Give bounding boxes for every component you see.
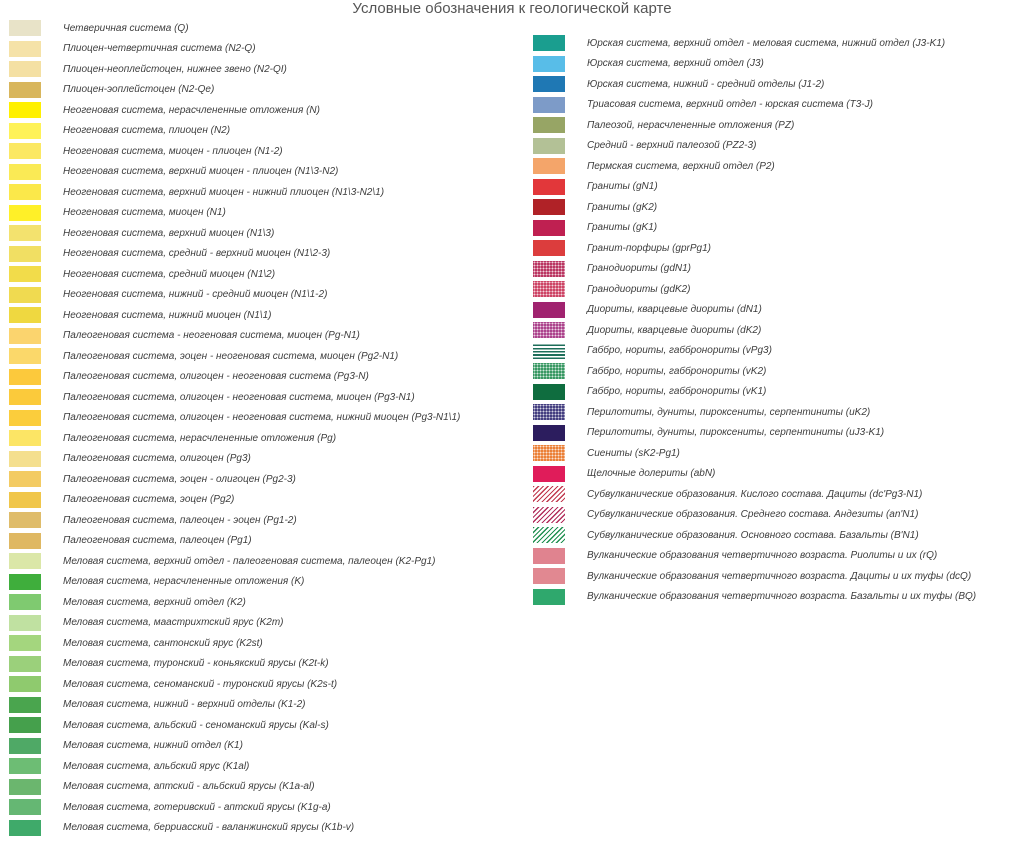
- legend-swatch: [9, 758, 41, 774]
- legend-label: Гранит-порфиры (gprPg1): [587, 242, 711, 254]
- legend-item: [533, 300, 976, 321]
- legend-item: [533, 33, 976, 54]
- legend-item: [9, 449, 460, 470]
- legend-item: [9, 203, 460, 224]
- legend-swatch: [533, 343, 565, 359]
- legend-item: [9, 756, 460, 777]
- legend-item: [9, 346, 460, 367]
- legend-swatch: [9, 348, 41, 364]
- legend-swatch: [533, 527, 565, 543]
- legend-label: Юрская система, верхний отдел - меловая система, нижний отдел (J3-K1): [587, 37, 946, 49]
- legend-swatch: [9, 553, 41, 569]
- legend-label: Габбро, нориты, габбронориты (vK2): [587, 365, 767, 377]
- legend-item: [9, 59, 460, 80]
- legend-label: Пермская система, верхний отдел (P2): [587, 160, 775, 172]
- legend-item: [533, 136, 976, 157]
- legend-swatch: [9, 717, 41, 733]
- legend-item: [9, 244, 460, 265]
- legend-item: [9, 121, 460, 142]
- legend-item: [533, 361, 976, 382]
- legend-label: Сиениты (sK2-Pg1): [587, 447, 680, 459]
- legend-item: [9, 39, 460, 60]
- legend-label: Вулканические образования четвертичного возраста. Базальты и их туфы (BQ): [587, 591, 977, 603]
- legend-item: [533, 566, 976, 587]
- legend-swatch: [9, 20, 41, 36]
- legend-swatch: [533, 138, 565, 154]
- legend-item: [9, 818, 460, 839]
- legend-item: [9, 469, 460, 490]
- legend-swatch: [533, 384, 565, 400]
- legend-label: Меловая система, туронский - коньякский ярусы (K2t-k): [63, 658, 329, 670]
- legend-label: Плиоцен-четвертичная система (N2-Q): [63, 43, 256, 55]
- legend-label: Меловая система, нижний отдел (K1): [63, 740, 243, 752]
- legend-label: Габбро, нориты, габбронориты (vK1): [587, 386, 767, 398]
- legend-item: [533, 525, 976, 546]
- legend-label: Плиоцен-эоплейстоцен (N2-Qe): [63, 84, 215, 96]
- legend-item: [9, 490, 460, 511]
- legend-item: [533, 382, 976, 403]
- legend-swatch: [533, 240, 565, 256]
- legend-swatch: [9, 492, 41, 508]
- legend-swatch: [533, 97, 565, 113]
- legend-label: Меловая система, аптский - альбский ярусы (K1a-al): [63, 781, 315, 793]
- legend-label: Палеогеновая система - неогеновая система, миоцен (Pg-N1): [63, 330, 360, 342]
- legend-swatch: [9, 164, 41, 180]
- legend-label: Триасовая система, верхний отдел - юрская система (T3-J): [587, 99, 873, 111]
- legend-label: Палеогеновая система, нерасчлененные отложения (Pg): [63, 432, 337, 444]
- legend-label: Палеогеновая система, эоцен - неогеновая система, миоцен (Pg2-N1): [63, 350, 399, 362]
- legend-label: Меловая система, альбский ярус (K1al): [63, 760, 250, 772]
- legend-label: Перилотиты, дуниты, пироксениты, серпентиниты (uK2): [587, 406, 871, 418]
- legend-swatch: [533, 425, 565, 441]
- legend-swatch: [9, 246, 41, 262]
- legend-label: Меловая система, маастрихтский ярус (K2m): [63, 617, 284, 629]
- legend-label: Юрская система, верхний отдел (J3): [587, 58, 764, 70]
- legend-item: [9, 264, 460, 285]
- legend-swatch: [533, 486, 565, 502]
- legend-item: [533, 218, 976, 239]
- legend-item: [9, 654, 460, 675]
- legend-item: [9, 387, 460, 408]
- legend-label: Четверичная система (Q): [63, 22, 189, 34]
- legend-swatch: [9, 184, 41, 200]
- legend-label: Неогеновая система, верхний миоцен - плиоцен (N1\3-N2): [63, 166, 339, 178]
- legend-label: Меловая система, сеноманский - туронский ярусы (K2s-t): [63, 678, 338, 690]
- legend-swatch: [533, 589, 565, 605]
- legend-label: Габбро, нориты, габбронориты (vPg3): [587, 345, 772, 357]
- legend-item: [9, 162, 460, 183]
- legend-label: Гранодиориты (gdN1): [587, 263, 691, 275]
- legend-label: Юрская система, нижний - средний отделы (J1-2): [587, 78, 825, 90]
- legend-item: [9, 326, 460, 347]
- legend-item: [9, 285, 460, 306]
- legend-label: Меловая система, готеривский - аптский ярусы (K1g-a): [63, 801, 331, 813]
- legend-item: [9, 100, 460, 121]
- legend-swatch: [533, 179, 565, 195]
- legend-item: [533, 115, 976, 136]
- legend-label: Неогеновая система, плиоцен (N2): [63, 125, 231, 137]
- legend-item: [533, 54, 976, 75]
- legend-item: [533, 74, 976, 95]
- legend-item: [533, 177, 976, 198]
- legend-item: [9, 531, 460, 552]
- legend-item: [9, 551, 460, 572]
- legend-item: [533, 443, 976, 464]
- legend-item: [533, 238, 976, 259]
- legend-swatch: [9, 738, 41, 754]
- legend-item: [9, 674, 460, 695]
- legend-item: [9, 367, 460, 388]
- legend-label: Неогеновая система, миоцен (N1): [63, 207, 226, 219]
- legend-label: Неогеновая система, нижний миоцен (N1\1): [63, 309, 272, 321]
- legend-swatch: [533, 220, 565, 236]
- legend-label: Неогеновая система, средний миоцен (N1\2): [63, 268, 276, 280]
- legend-swatch: [9, 205, 41, 221]
- legend-label: Палеогеновая система, палеоцен - эоцен (Pg1-2): [63, 514, 297, 526]
- legend-item: [9, 592, 460, 613]
- legend-item: [533, 402, 976, 423]
- legend-label: Палеогеновая система, олигоцен (Pg3): [63, 453, 251, 465]
- legend-item: [9, 223, 460, 244]
- legend-swatch: [9, 102, 41, 118]
- legend-item: [533, 587, 976, 608]
- legend-label: Граниты (gK1): [587, 222, 658, 234]
- legend-label: Перилотиты, дуниты, пироксениты, серпентиниты (uJ3-K1): [587, 427, 885, 439]
- legend-label: Меловая система, верхний отдел (K2): [63, 596, 246, 608]
- legend-label: Неогеновая система, нерасчлененные отложения (N): [63, 104, 320, 116]
- legend-label: Неогеновая система, верхний миоцен - нижний плиоцен (N1\3-N2\1): [63, 186, 385, 198]
- legend-swatch: [9, 287, 41, 303]
- legend-swatch: [9, 389, 41, 405]
- legend-label: Меловая система, верхний отдел - палеогеновая система, палеоцен (K2-Pg1): [63, 555, 436, 567]
- legend-swatch: [533, 76, 565, 92]
- legend-label: Граниты (gK2): [587, 201, 658, 213]
- legend-item: [9, 695, 460, 716]
- legend-swatch: [9, 635, 41, 651]
- legend-swatch: [533, 302, 565, 318]
- legend-label: Неогеновая система, средний - верхний миоцен (N1\2-3): [63, 248, 331, 260]
- legend-swatch: [533, 404, 565, 420]
- legend-item: [9, 141, 460, 162]
- legend-swatch: [9, 225, 41, 241]
- legend-item: [533, 279, 976, 300]
- legend-swatch: [533, 507, 565, 523]
- legend-swatch: [9, 697, 41, 713]
- legend-item: [9, 736, 460, 757]
- legend-label: Палеозой, нерасчлененные отложения (PZ): [587, 119, 795, 131]
- legend-label: Плиоцен-неоплейстоцен, нижнее звено (N2-QI): [63, 63, 287, 75]
- legend-swatch: [9, 656, 41, 672]
- legend-column-right: [533, 33, 976, 607]
- legend-label: Неогеновая система, нижний - средний миоцен (N1\1-2): [63, 289, 328, 301]
- legend-item: [533, 505, 976, 526]
- legend-swatch: [9, 123, 41, 139]
- legend-item: [9, 715, 460, 736]
- legend-label: Палеогеновая система, палеоцен (Pg1): [63, 535, 252, 547]
- legend-swatch: [9, 512, 41, 528]
- legend-label: Палеогеновая система, олигоцен - неогеновая система (Pg3-N): [63, 371, 369, 383]
- legend-label: Вулканические образования четвертичного возраста. Дациты и их туфы (dcQ): [587, 570, 972, 582]
- legend-swatch: [533, 199, 565, 215]
- legend-item: [533, 197, 976, 218]
- legend-item: [533, 259, 976, 280]
- legend-label: Диориты, кварцевые диориты (dK2): [587, 324, 762, 336]
- legend-swatch: [9, 615, 41, 631]
- legend-column-left: [9, 18, 460, 838]
- legend-swatch: [533, 35, 565, 51]
- legend-swatch: [9, 369, 41, 385]
- legend-swatch: [9, 61, 41, 77]
- legend-label: Палеогеновая система, эоцен - олигоцен (Pg2-3): [63, 473, 296, 485]
- legend-label: Граниты (gN1): [587, 181, 658, 193]
- legend-swatch: [9, 328, 41, 344]
- legend-item: [9, 777, 460, 798]
- legend-swatch: [9, 779, 41, 795]
- legend-item: [9, 305, 460, 326]
- legend-swatch: [9, 430, 41, 446]
- legend-swatch: [9, 451, 41, 467]
- legend-swatch: [9, 266, 41, 282]
- legend-swatch: [9, 307, 41, 323]
- legend-item: [533, 464, 976, 485]
- legend-label: Меловая система, сантонский ярус (K2st): [63, 637, 263, 649]
- legend-label: Меловая система, берриасский - валанжинский ярусы (K1b-v): [63, 822, 355, 834]
- legend-label: Субвулканические образования. Среднего состава. Андезиты (an'N1): [587, 509, 919, 521]
- legend-item: [9, 633, 460, 654]
- legend-swatch: [533, 117, 565, 133]
- legend-swatch: [9, 143, 41, 159]
- legend-item: [9, 797, 460, 818]
- legend-item: [9, 408, 460, 429]
- legend-item: [9, 572, 460, 593]
- legend-swatch: [533, 158, 565, 174]
- legend-swatch: [9, 820, 41, 836]
- legend-item: [533, 423, 976, 444]
- legend-swatch: [9, 471, 41, 487]
- legend-swatch: [9, 676, 41, 692]
- legend-swatch: [533, 322, 565, 338]
- legend-swatch: [9, 574, 41, 590]
- legend-swatch: [9, 594, 41, 610]
- legend-swatch: [533, 281, 565, 297]
- legend-item: [533, 546, 976, 567]
- legend-swatch: [533, 466, 565, 482]
- legend-label: Неогеновая система, верхний миоцен (N1\3): [63, 227, 275, 239]
- legend-swatch: [9, 799, 41, 815]
- legend-label: Палеогеновая система, олигоцен - неогеновая система, нижний миоцен (Pg3-N1\1): [63, 412, 461, 424]
- legend-swatch: [533, 548, 565, 564]
- legend-swatch: [533, 261, 565, 277]
- legend-item: [9, 80, 460, 101]
- legend-swatch: [9, 533, 41, 549]
- legend-item: [9, 613, 460, 634]
- legend-swatch: [533, 56, 565, 72]
- legend-label: Субвулканические образования. Кислого состава. Дациты (dc'Pg3-N1): [587, 488, 923, 500]
- legend-item: [9, 510, 460, 531]
- legend-title: Условные обозначения к геологической карте: [352, 0, 672, 17]
- legend-item: [9, 18, 460, 39]
- legend-label: Субвулканические образования. Основного состава. Базальты (B'N1): [587, 529, 919, 541]
- legend-swatch: [533, 568, 565, 584]
- legend-swatch: [533, 363, 565, 379]
- legend-label: Вулканические образования четвертичного возраста. Риолиты и их (rQ): [587, 550, 938, 562]
- legend-swatch: [9, 41, 41, 57]
- legend-item: [533, 320, 976, 341]
- legend-label: Палеогеновая система, эоцен (Pg2): [63, 494, 235, 506]
- legend-item: [9, 182, 460, 203]
- legend-label: Щелочные долериты (abN): [587, 468, 716, 480]
- legend-swatch: [533, 445, 565, 461]
- legend-label: Гранодиориты (gdK2): [587, 283, 691, 295]
- legend-label: Неогеновая система, миоцен - плиоцен (N1-2): [63, 145, 283, 157]
- legend-label: Палеогеновая система, олигоцен - неогеновая система, миоцен (Pg3-N1): [63, 391, 415, 403]
- legend-label: Средний - верхний палеозой (PZ2-3): [587, 140, 757, 152]
- legend-item: [533, 156, 976, 177]
- legend-item: [9, 428, 460, 449]
- legend-label: Меловая система, нерасчлененные отложения (K): [63, 576, 305, 588]
- legend-label: Меловая система, альбский - сеноманский ярусы (Kal-s): [63, 719, 329, 731]
- legend-swatch: [9, 410, 41, 426]
- legend-item: [533, 95, 976, 116]
- legend-swatch: [9, 82, 41, 98]
- legend-item: [533, 341, 976, 362]
- legend-label: Диориты, кварцевые диориты (dN1): [587, 304, 762, 316]
- legend-label: Меловая система, нижний - верхний отделы (K1-2): [63, 699, 306, 711]
- legend-item: [533, 484, 976, 505]
